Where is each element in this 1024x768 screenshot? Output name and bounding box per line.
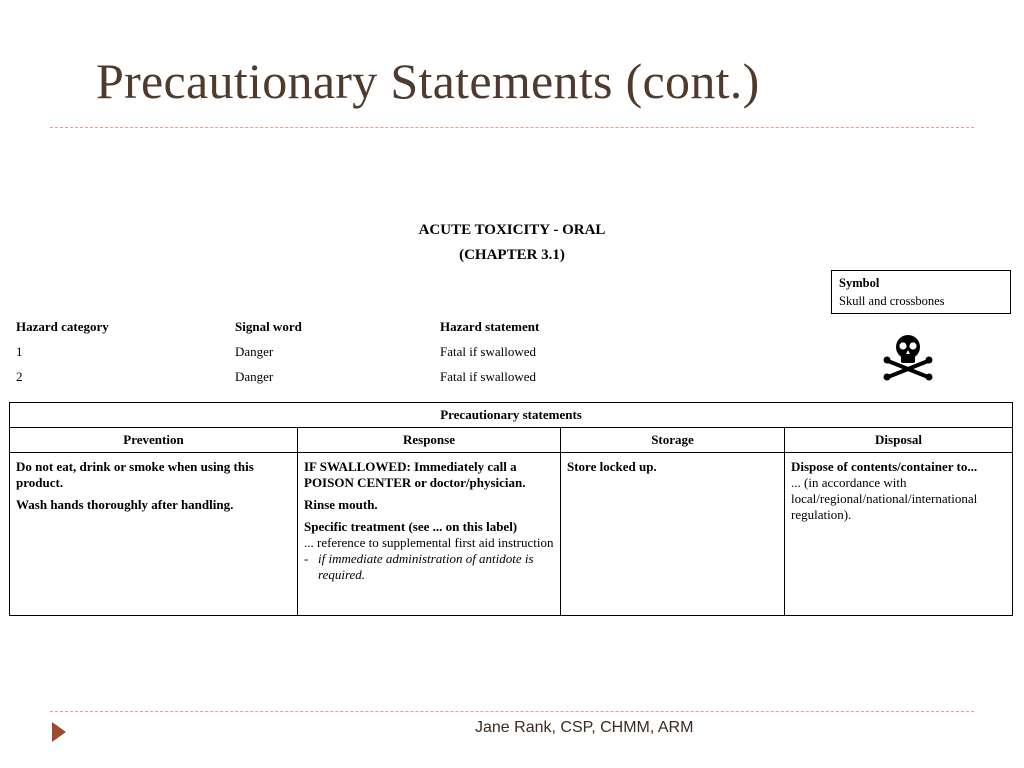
- column-header-prevention: Prevention: [10, 428, 298, 453]
- response-bullet-text: if immediate administration of antidote is required.: [318, 551, 534, 582]
- footer-divider: [50, 711, 974, 712]
- symbol-box: [831, 270, 1011, 314]
- column-header-response: Response: [298, 428, 561, 453]
- hazard-category-header: Hazard category: [16, 319, 109, 334]
- symbol-label: Symbol: [839, 276, 880, 290]
- precautionary-table: [9, 402, 1013, 616]
- prevention-cell: [10, 453, 298, 616]
- hazard-statement-cell: Fatal if swallowed: [440, 369, 537, 384]
- bullet-arrow-icon: [52, 722, 66, 742]
- response-statement: IF SWALLOWED: Immediately call a POISON CENTER or doctor/physician.: [304, 459, 526, 490]
- disposal-statement: Dispose of contents/container to...: [791, 459, 978, 474]
- response-bullet: [304, 551, 554, 583]
- signal-word-header: Signal word: [235, 319, 302, 334]
- hazard-category-cell: 1: [16, 344, 23, 359]
- prevention-statement: Do not eat, drink or smoke when using this product.: [16, 459, 254, 490]
- disposal-note: ... (in accordance with local/regional/national/international regulation).: [791, 475, 978, 522]
- column-header-storage: Storage: [561, 428, 785, 453]
- storage-cell: [561, 453, 785, 616]
- hazard-statement-header: Hazard statement: [440, 319, 540, 334]
- document-subheading: (CHAPTER 3.1): [459, 247, 565, 263]
- symbol-value: Skull and crossbones: [839, 294, 945, 308]
- slide-title: Precautionary Statements (cont.): [96, 53, 760, 109]
- signal-word-cell: Danger: [235, 369, 274, 384]
- hazard-statement-cell: Fatal if swallowed: [440, 344, 537, 359]
- document-heading: ACUTE TOXICITY - ORAL: [418, 222, 606, 238]
- disposal-cell: [785, 453, 1013, 616]
- response-statement: Specific treatment (see ... on this label): [304, 519, 518, 534]
- response-statement: Rinse mouth.: [304, 497, 378, 512]
- response-note: ... reference to supplemental first aid instruction: [304, 535, 554, 550]
- column-header-disposal: Disposal: [785, 428, 1013, 453]
- storage-statement: Store locked up.: [567, 459, 657, 474]
- hazard-category-cell: 2: [16, 369, 23, 384]
- title-divider: [50, 127, 974, 128]
- footer-author: Jane Rank, CSP, CHMM, ARM: [475, 719, 694, 736]
- signal-word-cell: Danger: [235, 344, 274, 359]
- response-cell: [298, 453, 561, 616]
- bullet-dash: -: [304, 551, 309, 566]
- skull-crossbones-icon: [880, 331, 936, 381]
- prevention-statement: Wash hands thoroughly after handling.: [16, 497, 234, 512]
- precautionary-title: Precautionary statements: [10, 403, 1013, 428]
